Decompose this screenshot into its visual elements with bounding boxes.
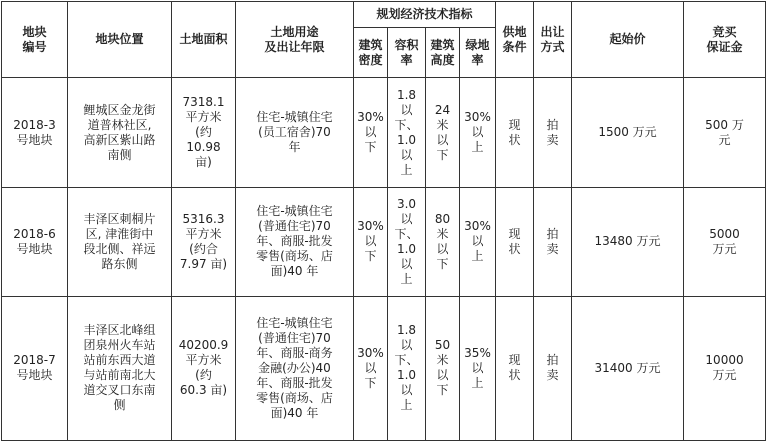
cell-density: 30% 以 下 bbox=[354, 78, 388, 188]
header-method: 出让 方式 bbox=[534, 2, 572, 78]
cell-supply: 现 状 bbox=[496, 188, 534, 296]
cell-height: 80 米 以 下 bbox=[426, 188, 460, 296]
cell-far: 1.8 以 下、 1.0 以 上 bbox=[388, 296, 426, 440]
cell-deposit: 10000 万元 bbox=[684, 296, 766, 440]
header-use: 土地用途 及出让年限 bbox=[236, 2, 354, 78]
cell-price: 1500 万元 bbox=[572, 78, 684, 188]
cell-location: 丰泽区北峰组 团泉州火车站 站前东西大道 与站前南北大 道交叉口东南 侧 bbox=[68, 296, 172, 440]
cell-area: 40200.9 平方米 (约 60.3 亩) bbox=[172, 296, 236, 440]
cell-far: 1.8 以 下、 1.0 以 上 bbox=[388, 78, 426, 188]
cell-green: 30% 以 上 bbox=[460, 78, 496, 188]
cell-deposit: 500 万 元 bbox=[684, 78, 766, 188]
header-supply: 供地 条件 bbox=[496, 2, 534, 78]
header-area: 土地面积 bbox=[172, 2, 236, 78]
table-row bbox=[2, 188, 766, 296]
cell-green: 35% 以 上 bbox=[460, 296, 496, 440]
cell-far: 3.0 以 下、 1.0 以 上 bbox=[388, 188, 426, 296]
cell-area: 7318.1 平方米 (约 10.98 亩) bbox=[172, 78, 236, 188]
cell-supply: 现 状 bbox=[496, 78, 534, 188]
cell-parcel-no: 2018-3 号地块 bbox=[2, 78, 68, 188]
cell-area: 5316.3 平方米 (约合 7.97 亩) bbox=[172, 188, 236, 296]
header-density: 建筑 密度 bbox=[354, 28, 388, 78]
cell-use: 住宅-城镇住宅 (普通住宅)70 年、商服-批发 零售(商场、店 面)40 年 bbox=[236, 188, 354, 296]
header-green: 绿地 率 bbox=[460, 28, 496, 78]
table-row bbox=[2, 296, 766, 440]
cell-height: 24 米 以 下 bbox=[426, 78, 460, 188]
cell-parcel-no: 2018-7 号地块 bbox=[2, 296, 68, 440]
cell-method: 拍 卖 bbox=[534, 296, 572, 440]
header-location: 地块位置 bbox=[68, 2, 172, 78]
header-parcel-no: 地块 编号 bbox=[2, 2, 68, 78]
cell-deposit: 5000 万元 bbox=[684, 188, 766, 296]
cell-green: 30% 以 上 bbox=[460, 188, 496, 296]
cell-parcel-no: 2018-6 号地块 bbox=[2, 188, 68, 296]
header-height: 建筑 高度 bbox=[426, 28, 460, 78]
header-far: 容积 率 bbox=[388, 28, 426, 78]
header-indicators: 规划经济技术指标 bbox=[354, 2, 496, 28]
cell-location: 丰泽区刺桐片 区, 津淮街中 段北侧、祥远 路东侧 bbox=[68, 188, 172, 296]
header-price: 起始价 bbox=[572, 2, 684, 78]
cell-supply: 现 状 bbox=[496, 296, 534, 440]
cell-method: 拍 卖 bbox=[534, 78, 572, 188]
cell-density: 30% 以 下 bbox=[354, 296, 388, 440]
cell-location: 鲤城区金龙街 道普林社区, 高新区紫山路 南侧 bbox=[68, 78, 172, 188]
land-parcel-table bbox=[1, 1, 766, 441]
cell-use: 住宅-城镇住宅 (普通住宅)70 年、商服-商务 金融(办公)40 年、商服-批发 零售(商场、店 面)40 年 bbox=[236, 296, 354, 440]
cell-use: 住宅-城镇住宅 (员工宿舍)70 年 bbox=[236, 78, 354, 188]
header-deposit: 竞买 保证金 bbox=[684, 2, 766, 78]
cell-height: 50 米 以 下 bbox=[426, 296, 460, 440]
cell-density: 30% 以 下 bbox=[354, 188, 388, 296]
cell-method: 拍 卖 bbox=[534, 188, 572, 296]
table-row bbox=[2, 78, 766, 188]
cell-price: 31400 万元 bbox=[572, 296, 684, 440]
cell-price: 13480 万元 bbox=[572, 188, 684, 296]
